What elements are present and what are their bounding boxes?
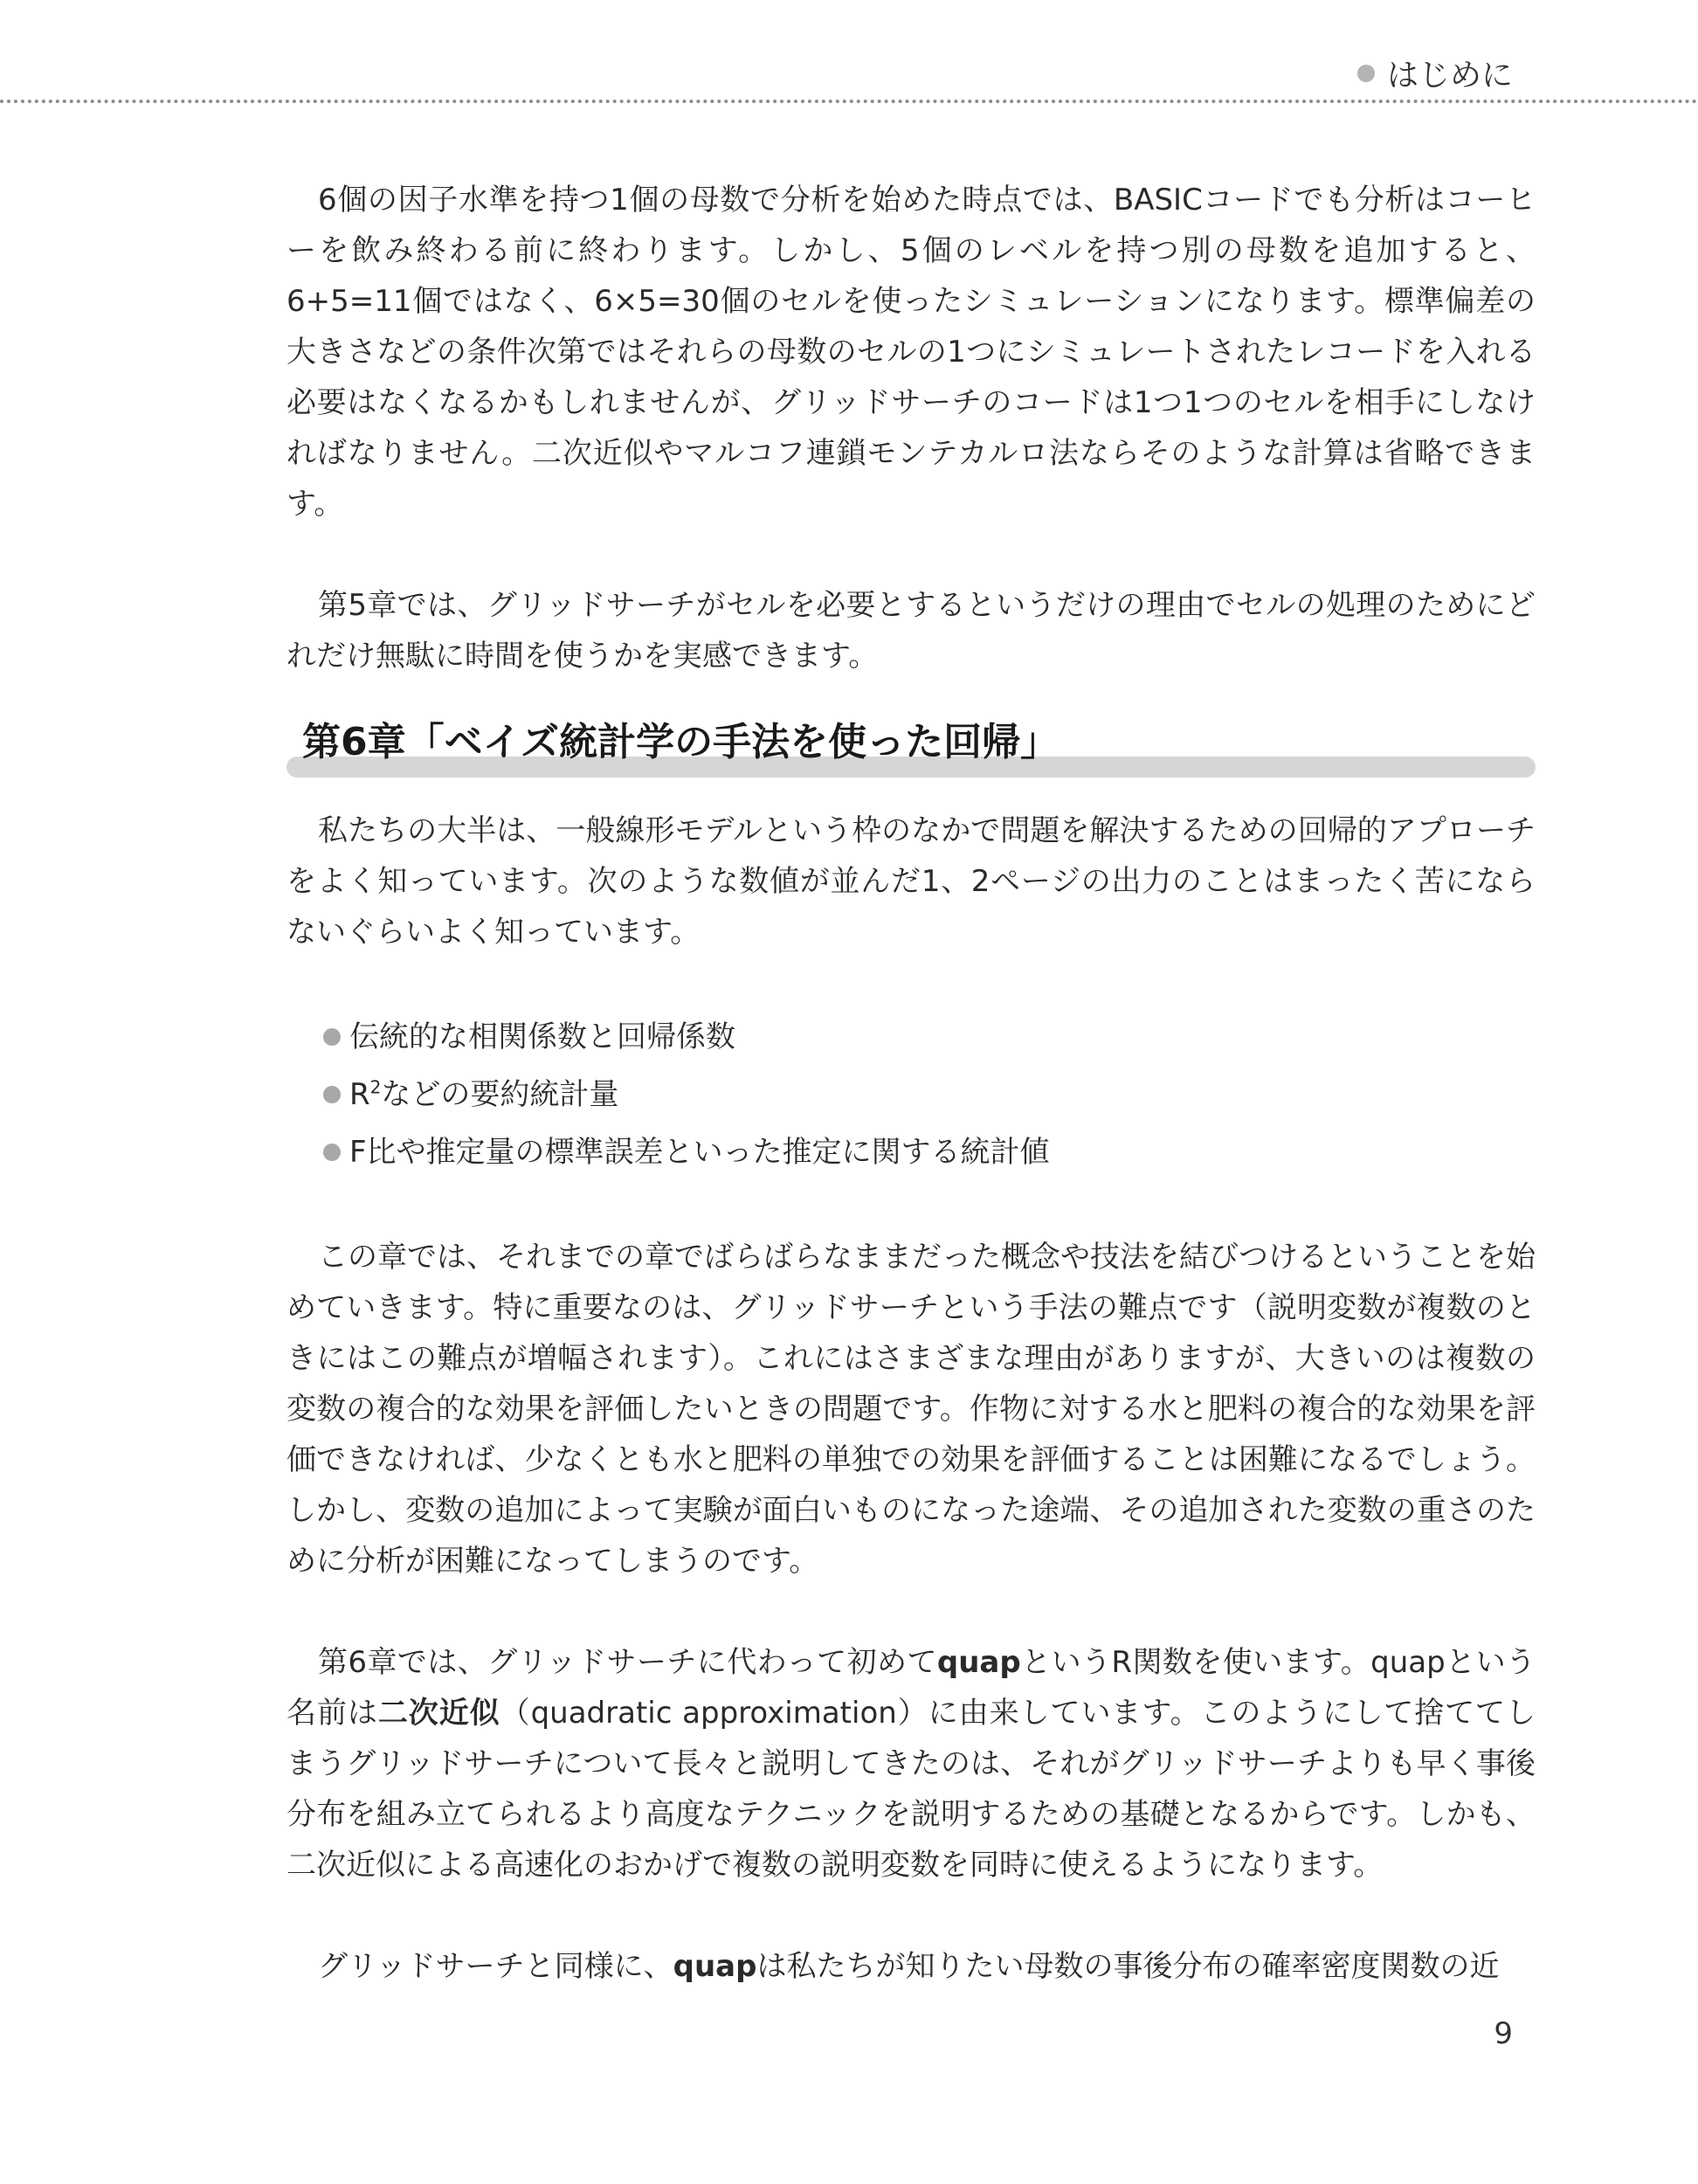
header-bullet-icon bbox=[1357, 65, 1375, 82]
chapter-heading bbox=[286, 716, 1536, 783]
bullet-text-rest: などの要約統計量 bbox=[381, 1077, 619, 1112]
paragraph-grid-search-difficulty: この章では、それまでの章でばらばらなままだった概念や技法を結びつけるということを始めていきます。特に重要なのは、グリッドサーチという手法の難点です（説明変数が複数のときにはこの難点が増幅されます）。これにはさまざまな理由がありますが、大きいのは複数の変数の複合的な効果を評価したいときの問題です。作物に対する水と肥料の複合的な効果を評価できなければ、少なくとも水と肥料の単独での効果を評価することは困難になるでしょう。しかし、変数の追加によって実験が面白いものになった途端、その追加された変数の重さのために分析が困難になってしまうのです。 bbox=[286, 1240, 1536, 1579]
header-dotted-rule bbox=[0, 100, 1698, 103]
r-squared-base: R bbox=[349, 1077, 370, 1112]
paragraph-quap-intro bbox=[286, 1637, 1536, 1890]
chapter-title: 第6章「ベイズ統計学の手法を使った回帰」 bbox=[302, 720, 1060, 764]
running-header-title: はじめに bbox=[1386, 58, 1513, 93]
bold-term-quadratic-approximation: 二次近似 bbox=[377, 1696, 500, 1731]
bullet-text: 伝統的な相関係数と回帰係数 bbox=[349, 1019, 735, 1054]
text-run: 第6章では、グリッドサーチに代わって初めて bbox=[318, 1645, 937, 1680]
bullet-item bbox=[286, 1123, 1536, 1181]
bullet-item bbox=[286, 1008, 1536, 1066]
running-header bbox=[1357, 51, 1513, 95]
bullet-text bbox=[349, 1066, 618, 1123]
paragraph-gap bbox=[286, 1890, 1536, 1941]
bullet-icon bbox=[323, 1028, 341, 1046]
paragraph-quap-comparison bbox=[286, 1941, 1536, 1992]
r-squared-exponent: 2 bbox=[369, 1076, 382, 1098]
paragraph-gap bbox=[286, 529, 1536, 580]
text-run: グリッドサーチと同様に、 bbox=[318, 1949, 673, 1984]
page-body bbox=[286, 175, 1536, 1992]
text-run: （quadratic approximation）に由来しています。このようにして捨ててしまうグリッドサーチについて長々と説明してきたのは、それがグリッドサーチよりも早く事後分布を組み立てられるより高度なテクニックを説明するための基礎となるからです。しかも、二次近似による高速化のおかげで複数の説明変数を同時に使えるようになります。 bbox=[286, 1696, 1536, 1883]
text-run: は私たちが知りたい母数の事後分布の確率密度関数の近 bbox=[756, 1949, 1500, 1984]
bullet-icon bbox=[323, 1086, 341, 1103]
page-number: 9 bbox=[1494, 2016, 1513, 2051]
bullet-text: F比や推定量の標準誤差といった推定に関する統計値 bbox=[349, 1135, 1050, 1170]
text-run: というR関数を使います。quapという名前は bbox=[286, 1645, 1536, 1731]
paragraph-cell-simulation: 6個の因子水準を持つ1個の母数で分析を始めた時点では、BASICコードでも分析はコーヒーを飲み終わる前に終わります。しかし、5個のレベルを持つ別の母数を追加すると、6+5=11個ではなく、6×5=30個のセルを使ったシミュレーションになります。標準偏差の大きさなどの条件次第ではそれらの母数のセルの1つにシミュレートされたレコードを入れる必要はなくなるかもしれませんが、グリッドサーチのコードは1つ1つのセルを相手にしなければなりません。二次近似やマルコフ連鎖モンテカルロ法ならそのような計算は省略できます。 bbox=[286, 183, 1536, 522]
paragraph-regression-intro: 私たちの大半は、一般線形モデルという枠のなかで問題を解決するための回帰的アプローチをよく知っています。次のような数値が並んだ1、2ページの出力のことはまったく苦にならないぐらいよく知っています。 bbox=[286, 813, 1536, 950]
code-term-quap: quap bbox=[936, 1645, 1021, 1680]
paragraph-gap bbox=[286, 1586, 1536, 1637]
code-term-quap: quap bbox=[673, 1949, 757, 1984]
bullet-item bbox=[286, 1066, 1536, 1123]
bullet-icon bbox=[323, 1144, 341, 1161]
paragraph-chapter5-summary: 第5章では、グリッドサーチがセルを必要とするというだけの理由でセルの処理のためにどれだけ無駄に時間を使うかを実感できます。 bbox=[286, 588, 1536, 674]
bullet-list bbox=[286, 1008, 1536, 1181]
